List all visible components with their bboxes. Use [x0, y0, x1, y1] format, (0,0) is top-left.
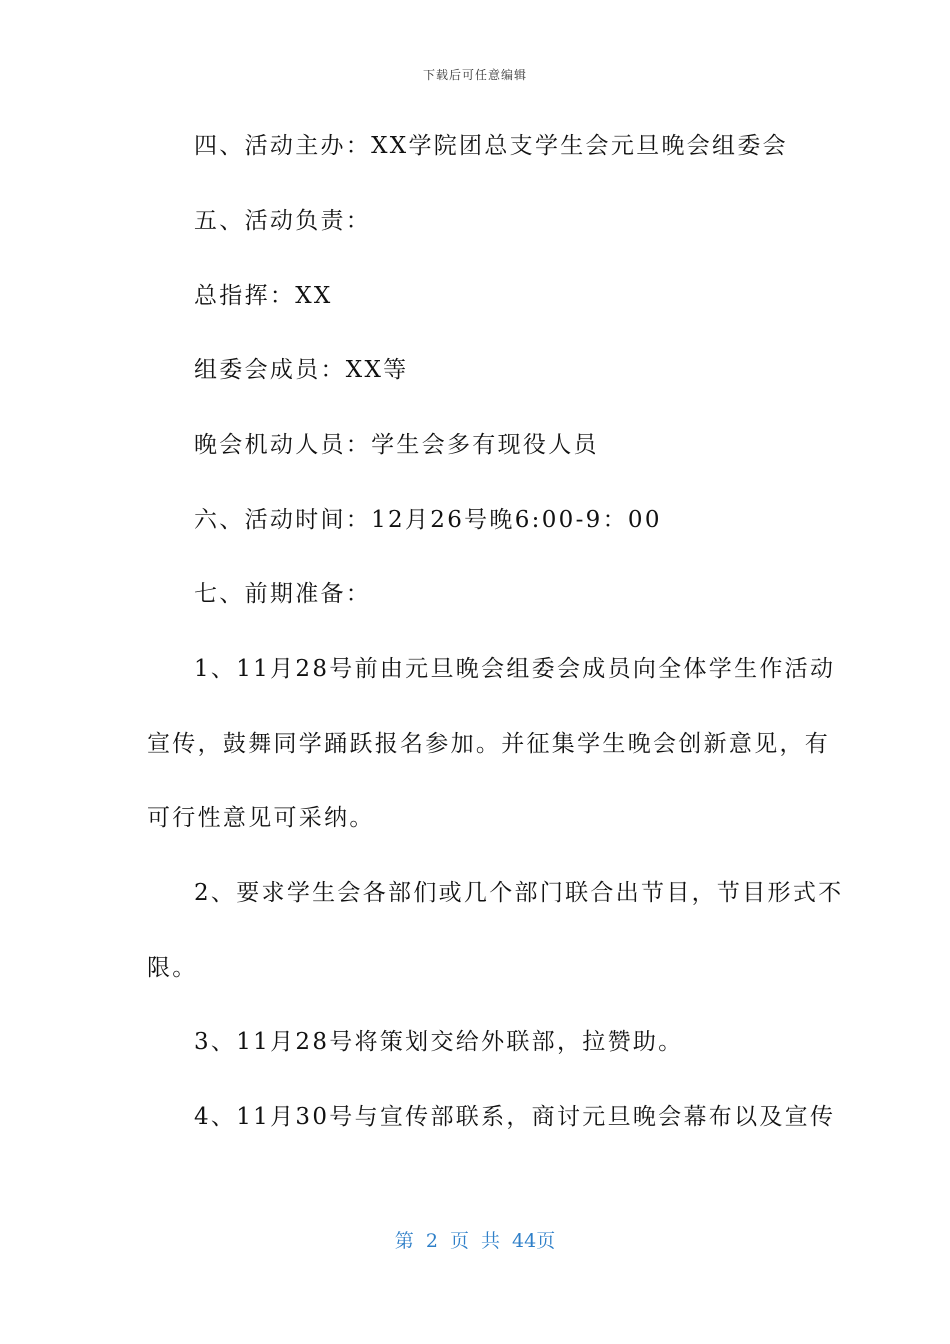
section-responsible: 五、活动负责： [194, 208, 372, 234]
section-organizer: 四、活动主办：XX学院团总支学生会元旦晚会组委会 [194, 133, 788, 159]
section-preparation: 七、前期准备： [194, 581, 372, 607]
prep-item-3: 3、11月28号将策划交给外联部，拉赞助。 [194, 1029, 684, 1055]
section-time: 六、活动时间：12月26号晚6:00-9：00 [194, 507, 662, 533]
prep-item-2-end: 限。 [147, 955, 198, 981]
committee-members: 组委会成员：XX等 [194, 357, 409, 383]
page-number: 第 2 页 共 44页 [394, 1230, 556, 1252]
header-note: 下载后可任意编辑 [422, 68, 527, 82]
prep-item-4: 4、11月30号与宣传部联系，商讨元旦晚会幕布以及宣传 [194, 1104, 836, 1130]
prep-item-1-end: 可行性意见可采纳。 [147, 805, 375, 831]
chief-director: 总指挥：XX [194, 283, 333, 309]
prep-item-1: 1、11月28号前由元旦晚会组委会成员向全体学生作活动 [194, 656, 836, 682]
standby-staff: 晚会机动人员：学生会多有现役人员 [194, 432, 599, 458]
prep-item-1-continued: 宣传，鼓舞同学踊跃报名参加。并征集学生晚会创新意见，有 [147, 731, 831, 757]
prep-item-2: 2、要求学生会各部们或几个部门联合出节目，节目形式不 [194, 880, 844, 906]
